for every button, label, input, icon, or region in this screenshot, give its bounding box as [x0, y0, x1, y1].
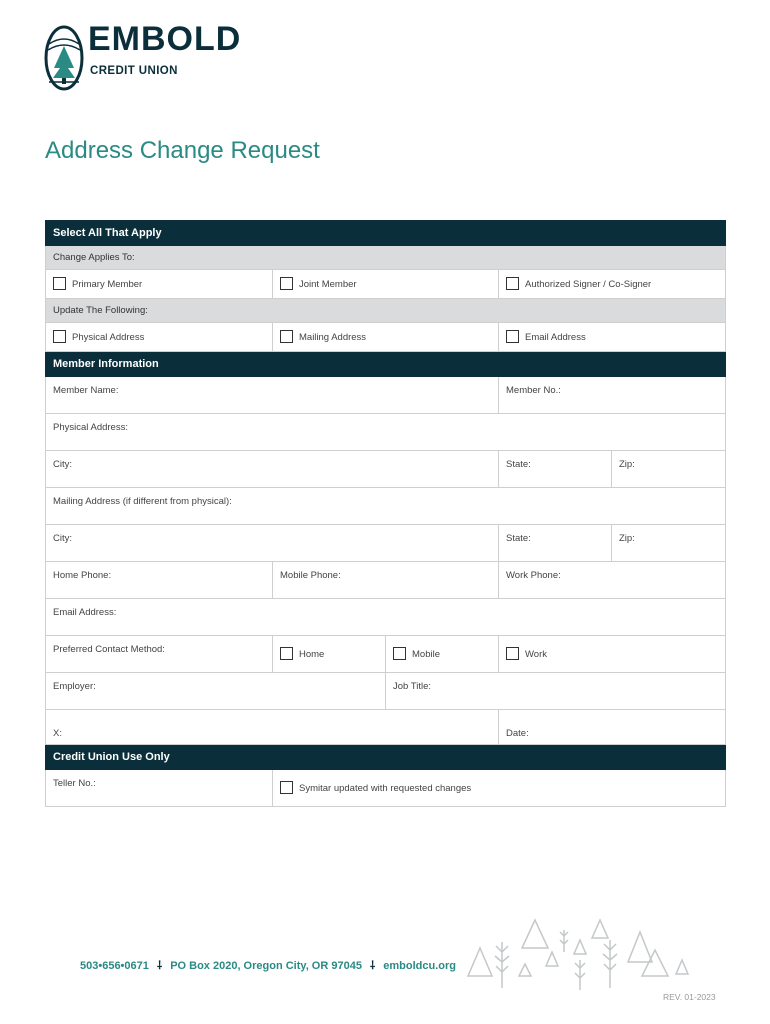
checkbox[interactable]	[506, 277, 519, 290]
checkbox[interactable]	[280, 781, 293, 794]
checkbox[interactable]	[506, 330, 519, 343]
brand-name: EMBOLD	[88, 20, 242, 58]
option-physical-address[interactable]: Physical Address	[46, 323, 273, 352]
brand-subtitle: CREDIT UNION	[90, 65, 178, 77]
checkbox[interactable]	[53, 330, 66, 343]
home-phone-field[interactable]: Home Phone:	[46, 562, 273, 599]
footer-address: PO Box 2020, Oregon City, OR 97045	[170, 960, 362, 972]
change-applies-label: Change Applies To:	[46, 246, 726, 270]
tree-divider-icon: ⸸	[370, 960, 376, 972]
decorative-trees-icon	[460, 912, 700, 992]
mailing-state-field[interactable]: State:	[499, 525, 612, 562]
member-no-field[interactable]: Member No.:	[499, 377, 726, 414]
page-title: Address Change Request	[45, 137, 320, 164]
contact-option-work[interactable]: Work	[499, 636, 726, 673]
preferred-contact-label: Preferred Contact Method:	[46, 636, 273, 673]
option-mailing-address[interactable]: Mailing Address	[273, 323, 499, 352]
contact-option-mobile[interactable]: Mobile	[386, 636, 499, 673]
section-select-header	[46, 221, 726, 246]
employer-field[interactable]: Employer:	[46, 673, 386, 710]
contact-option-home[interactable]: Home	[273, 636, 386, 673]
footer-contact	[80, 958, 456, 973]
checkbox[interactable]	[280, 330, 293, 343]
option-joint-member[interactable]: Joint Member	[273, 270, 499, 299]
member-header-label: Member Information	[46, 352, 726, 377]
cu-use-header-label: Credit Union Use Only	[46, 745, 726, 770]
mailing-zip-field[interactable]: Zip:	[612, 525, 726, 562]
member-name-field[interactable]: Member Name:	[46, 377, 499, 414]
address-change-form	[45, 220, 726, 807]
option-primary-member[interactable]: Primary Member	[46, 270, 273, 299]
work-phone-field[interactable]: Work Phone:	[499, 562, 726, 599]
state-field[interactable]: State:	[499, 451, 612, 488]
option-authorized-signer[interactable]: Authorized Signer / Co-Signer	[499, 270, 726, 299]
option-email-address[interactable]: Email Address	[499, 323, 726, 352]
tree-divider-icon: ⸸	[156, 960, 163, 972]
checkbox[interactable]	[393, 647, 406, 660]
footer-website[interactable]: emboldcu.org	[383, 960, 456, 972]
email-address-field[interactable]: Email Address:	[46, 599, 726, 636]
section-cu-use-header	[46, 745, 726, 770]
city-field[interactable]: City:	[46, 451, 499, 488]
teller-no-field[interactable]: Teller No.:	[46, 770, 273, 807]
zip-field[interactable]: Zip:	[612, 451, 726, 488]
tree-emblem-icon	[44, 24, 84, 92]
mailing-address-field[interactable]: Mailing Address (if different from physical):	[46, 488, 726, 525]
update-following-label: Update The Following:	[46, 299, 726, 323]
mailing-city-field[interactable]: City:	[46, 525, 499, 562]
revision-label: REV. 01-2023	[663, 992, 716, 1002]
checkbox[interactable]	[53, 277, 66, 290]
select-header-label: Select All That Apply	[46, 221, 726, 246]
checkbox[interactable]	[506, 647, 519, 660]
checkbox[interactable]	[280, 277, 293, 290]
checkbox[interactable]	[280, 647, 293, 660]
section-member-header	[46, 352, 726, 377]
embold-logo	[44, 20, 242, 94]
job-title-field[interactable]: Job Title:	[386, 673, 726, 710]
signature-field[interactable]: X:	[46, 710, 499, 745]
date-field[interactable]: Date:	[499, 710, 726, 745]
physical-address-field[interactable]: Physical Address:	[46, 414, 726, 451]
footer-phone: 503•656•0671	[80, 960, 149, 972]
mobile-phone-field[interactable]: Mobile Phone:	[273, 562, 499, 599]
symitar-updated-option[interactable]: Symitar updated with requested changes	[273, 770, 726, 807]
